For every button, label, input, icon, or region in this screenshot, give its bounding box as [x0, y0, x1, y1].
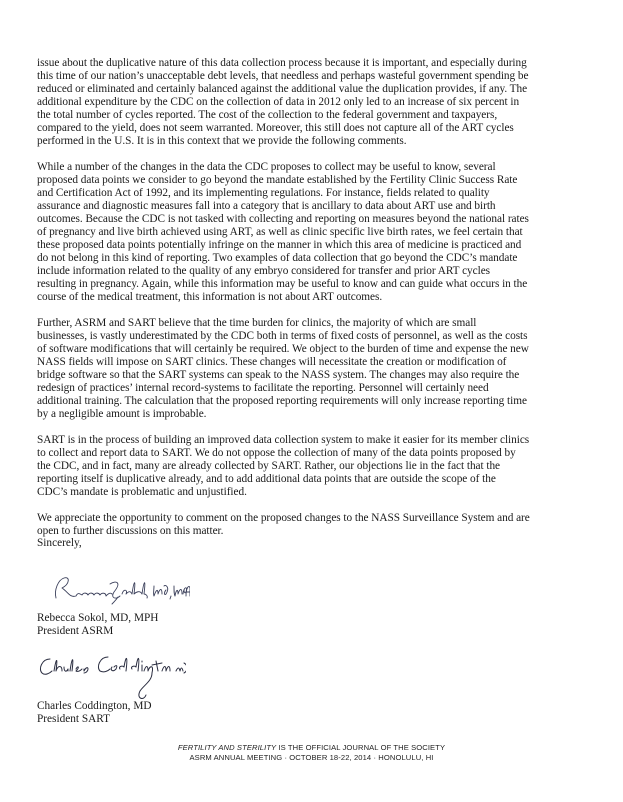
text-line: this time of our nation’s unacceptable debt levels, that needless and perhaps wasteful government spending be — [37, 70, 529, 82]
text-line: course of the medical treatment, this information is not about ART outcomes. — [37, 291, 383, 303]
footer-journal-name: FERTILITY AND STERILITY — [177, 743, 277, 752]
paragraph-sart-system — [37, 434, 597, 499]
text-line: redesign of practices’ internal record-systems to facilitate the reporting. Personnel will certainly need — [37, 382, 489, 394]
text-line: bridge software so that the SART systems can speak to the NASS system. The changes may also require the — [37, 369, 520, 381]
signatory-block-asrm — [37, 612, 158, 638]
signature-charles-coddington-icon — [36, 651, 186, 703]
signature-rebecca-sokol-icon — [50, 570, 190, 610]
text-line: issue about the duplicative nature of this data collection process because it is important, and especially during — [37, 57, 527, 69]
letter-body — [37, 57, 597, 551]
signatory-name: Rebecca Sokol, MD, MPH — [37, 612, 159, 624]
text-line: While a number of the changes in the data the CDC proposes to collect may be useful to know, several — [37, 161, 496, 173]
text-line: outcomes. Because the CDC is not tasked with collecting and reporting on measures beyond the national rates — [37, 213, 529, 225]
text-line: of pregnancy and live birth achieved using ART, as well as clinic specific live birth rates, we feel certain that — [37, 226, 523, 238]
footer-journal-rest: IS THE OFFICIAL JOURNAL OF THE SOCIETY — [276, 743, 446, 752]
text-line: assurance and diagnostic measures fall into a category that is ancillary to data about ART use and birth — [37, 200, 496, 212]
paragraph-mandate — [37, 161, 597, 304]
text-line: these proposed data points potentially infringe on the manner in which this area of medicine is practiced and — [37, 239, 522, 251]
text-line: reporting itself is duplicative already, and to add additional data points that are outside the scope of the — [37, 473, 496, 485]
text-line: additional expenditure by the CDC on the collection of data in 2012 only led to an increase of six percent in — [37, 96, 520, 108]
text-line: the total number of cycles reported. The cost of the collection to the federal government and taxpayers, — [37, 109, 498, 121]
text-line: compared to the yield, does not seem warranted. Moreover, this still does not capture all of the ART cycles — [37, 122, 514, 134]
text-line: resulting in pregnancy. Again, while this information may be useful to know and can guide what occurs in the — [37, 278, 528, 290]
text-line: and Certification Act of 1992, and its implementing regulations. For instance, fields related to quality — [37, 187, 490, 199]
signatory-name: Charles Coddington, MD — [37, 700, 152, 712]
signatory-title: President SART — [37, 713, 111, 725]
text-line: NASS fields will impose on SART clinics. These changes will necessitate the creation or modification of — [37, 356, 507, 368]
signatory-block-sart — [37, 700, 152, 726]
text-line: Further, ASRM and SART believe that the time burden for clinics, the majority of which are small — [37, 317, 477, 329]
text-line: proposed data points we consider to go beyond the mandate established by the Fertility Clinic Success Rate — [37, 174, 518, 186]
text-line: CDC’s mandate is problematic and unjustified. — [37, 486, 247, 498]
page-footer — [0, 743, 623, 763]
closing-salutation: Sincerely, — [37, 537, 82, 549]
text-line: open to further discussions on this matter. — [37, 525, 224, 537]
paragraph-appreciation — [37, 512, 597, 538]
text-line: We appreciate the opportunity to comment on the proposed changes to the NASS Surveillance System and are — [37, 512, 530, 524]
text-line: include information related to the quality of any embryo considered for transfer and prior ART cycles — [37, 265, 491, 277]
text-line: by a negligible amount is improbable. — [37, 408, 207, 420]
text-line: businesses, is vastly underestimated by the CDC both in terms of fixed costs of personnel, as well as the costs — [37, 330, 528, 342]
text-line: do not belong in this kind of reporting. Two examples of data collection that go beyond the CDC’s mandate — [37, 252, 518, 264]
text-line: the CDC, and in fact, many are already collected by SART. Rather, our objections lie in the fact that the — [37, 460, 501, 472]
paragraph-duplication-cost — [37, 57, 597, 148]
footer-journal-line — [0, 743, 623, 753]
signatory-title: President ASRM — [37, 625, 114, 637]
text-line: performed in the U.S. It is in this context that we provide the following comments. — [37, 135, 407, 147]
text-line: to collect and report data to SART. We do not oppose the collection of many of the data points proposed by — [37, 447, 516, 459]
footer-meeting-line: ASRM ANNUAL MEETING · OCTOBER 18-22, 2014 · HONOLULU, HI — [189, 753, 434, 762]
text-line: SART is in the process of building an improved data collection system to make it easier for its member clinics — [37, 434, 530, 446]
text-line: of software modifications that will certainly be required. We object to the burden of time and expense the new — [37, 343, 529, 355]
text-line: additional training. The calculation that the proposed reporting requirements will only increase reporting time — [37, 395, 527, 407]
paragraph-time-burden — [37, 317, 597, 421]
text-line: reduced or eliminated and certainly balanced against the additional value the duplication provides, if any. The — [37, 83, 528, 95]
